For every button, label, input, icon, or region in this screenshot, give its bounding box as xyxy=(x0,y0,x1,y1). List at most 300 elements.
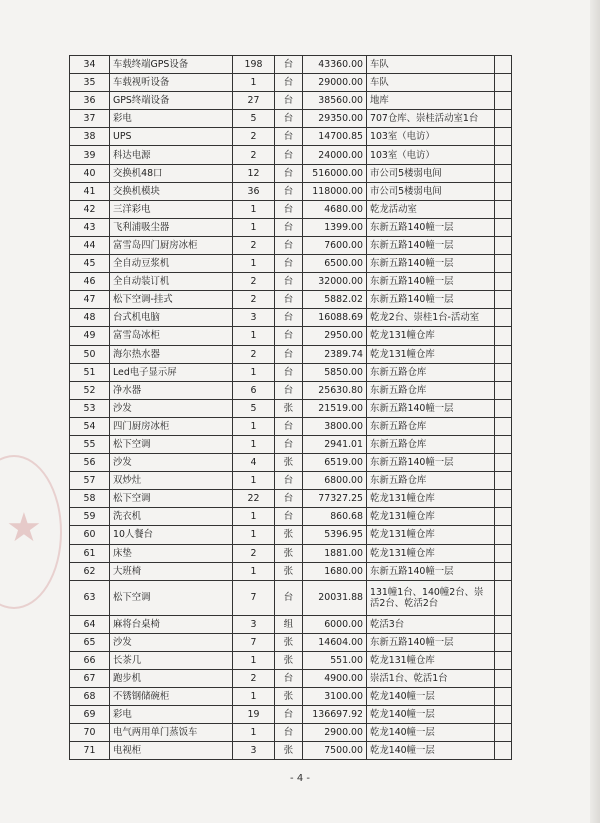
location-cell: 乾龙2台、崇桂1台-活动室 xyxy=(367,309,495,327)
amount-cell: 4680.00 xyxy=(303,200,367,218)
row-number-cell: 51 xyxy=(70,363,110,381)
location-cell: 乾龙140幢一层 xyxy=(367,688,495,706)
location-cell: 东新五路仓库 xyxy=(367,417,495,435)
table-row xyxy=(70,562,512,580)
table-row xyxy=(70,580,512,615)
asset-name-cell: 不锈钢储碗柜 xyxy=(110,688,233,706)
amount-cell: 6519.00 xyxy=(303,454,367,472)
unit-cell: 张 xyxy=(275,562,303,580)
note-cell xyxy=(495,472,512,490)
row-number-cell: 62 xyxy=(70,562,110,580)
row-number-cell: 36 xyxy=(70,92,110,110)
unit-cell: 台 xyxy=(275,706,303,724)
scan-edge xyxy=(590,0,600,823)
row-number-cell: 39 xyxy=(70,146,110,164)
note-cell xyxy=(495,74,512,92)
asset-name-cell: GPS终端设备 xyxy=(110,92,233,110)
unit-cell: 台 xyxy=(275,580,303,615)
asset-inventory-table xyxy=(69,55,512,760)
asset-name-cell: 10人餐台 xyxy=(110,526,233,544)
table-row xyxy=(70,236,512,254)
unit-cell: 台 xyxy=(275,309,303,327)
note-cell xyxy=(495,742,512,760)
quantity-cell: 3 xyxy=(233,615,275,633)
note-cell xyxy=(495,544,512,562)
location-cell: 车队 xyxy=(367,74,495,92)
location-cell: 车队 xyxy=(367,56,495,74)
unit-cell: 台 xyxy=(275,200,303,218)
quantity-cell: 1 xyxy=(233,200,275,218)
note-cell xyxy=(495,182,512,200)
note-cell xyxy=(495,110,512,128)
row-number-cell: 52 xyxy=(70,381,110,399)
note-cell xyxy=(495,128,512,146)
asset-name-cell: 全自动豆浆机 xyxy=(110,255,233,273)
row-number-cell: 35 xyxy=(70,74,110,92)
quantity-cell: 1 xyxy=(233,363,275,381)
amount-cell: 7600.00 xyxy=(303,236,367,254)
location-cell: 乾龙131幢仓库 xyxy=(367,327,495,345)
row-number-cell: 69 xyxy=(70,706,110,724)
table-row xyxy=(70,291,512,309)
quantity-cell: 7 xyxy=(233,633,275,651)
asset-name-cell: 双炒灶 xyxy=(110,472,233,490)
unit-cell: 台 xyxy=(275,490,303,508)
table-row xyxy=(70,74,512,92)
location-cell: 东新五路140幢一层 xyxy=(367,399,495,417)
row-number-cell: 41 xyxy=(70,182,110,200)
quantity-cell: 1 xyxy=(233,562,275,580)
location-cell: 103室（电访） xyxy=(367,146,495,164)
location-cell: 103室（电访） xyxy=(367,128,495,146)
amount-cell: 1680.00 xyxy=(303,562,367,580)
asset-name-cell: Led电子显示屏 xyxy=(110,363,233,381)
asset-name-cell: 车载视听设备 xyxy=(110,74,233,92)
asset-name-cell: 洗衣机 xyxy=(110,508,233,526)
table-row xyxy=(70,200,512,218)
row-number-cell: 49 xyxy=(70,327,110,345)
quantity-cell: 27 xyxy=(233,92,275,110)
amount-cell: 21519.00 xyxy=(303,399,367,417)
note-cell xyxy=(495,399,512,417)
row-number-cell: 58 xyxy=(70,490,110,508)
amount-cell: 2900.00 xyxy=(303,724,367,742)
location-cell: 东新五路140幢一层 xyxy=(367,291,495,309)
location-cell: 东新五路140幢一层 xyxy=(367,255,495,273)
asset-name-cell: 全自动装订机 xyxy=(110,273,233,291)
table-row xyxy=(70,327,512,345)
asset-name-cell: 彩电 xyxy=(110,110,233,128)
asset-name-cell: 科达电源 xyxy=(110,146,233,164)
row-number-cell: 50 xyxy=(70,345,110,363)
location-cell: 乾龙140幢一层 xyxy=(367,706,495,724)
amount-cell: 516000.00 xyxy=(303,164,367,182)
asset-name-cell: 净水器 xyxy=(110,381,233,399)
asset-name-cell: 三洋彩电 xyxy=(110,200,233,218)
amount-cell: 43360.00 xyxy=(303,56,367,74)
unit-cell: 台 xyxy=(275,273,303,291)
unit-cell: 张 xyxy=(275,688,303,706)
quantity-cell: 2 xyxy=(233,128,275,146)
quantity-cell: 1 xyxy=(233,508,275,526)
amount-cell: 32000.00 xyxy=(303,273,367,291)
amount-cell: 1881.00 xyxy=(303,544,367,562)
table-row xyxy=(70,454,512,472)
note-cell xyxy=(495,327,512,345)
table-row xyxy=(70,273,512,291)
location-cell: 地库 xyxy=(367,92,495,110)
note-cell xyxy=(495,508,512,526)
unit-cell: 台 xyxy=(275,164,303,182)
amount-cell: 4900.00 xyxy=(303,670,367,688)
amount-cell: 6000.00 xyxy=(303,615,367,633)
row-number-cell: 61 xyxy=(70,544,110,562)
quantity-cell: 2 xyxy=(233,291,275,309)
amount-cell: 136697.92 xyxy=(303,706,367,724)
amount-cell: 5396.95 xyxy=(303,526,367,544)
quantity-cell: 1 xyxy=(233,417,275,435)
quantity-cell: 1 xyxy=(233,526,275,544)
row-number-cell: 70 xyxy=(70,724,110,742)
location-cell: 东新五路仓库 xyxy=(367,472,495,490)
table-row xyxy=(70,345,512,363)
asset-name-cell: 沙发 xyxy=(110,454,233,472)
amount-cell: 2389.74 xyxy=(303,345,367,363)
asset-name-cell: 松下空调 xyxy=(110,580,233,615)
table-row xyxy=(70,56,512,74)
note-cell xyxy=(495,562,512,580)
amount-cell: 20031.88 xyxy=(303,580,367,615)
table-row xyxy=(70,688,512,706)
row-number-cell: 71 xyxy=(70,742,110,760)
asset-name-cell: 松下空调 xyxy=(110,490,233,508)
note-cell xyxy=(495,218,512,236)
table-row xyxy=(70,724,512,742)
asset-name-cell: 交换机48口 xyxy=(110,164,233,182)
quantity-cell: 1 xyxy=(233,327,275,345)
amount-cell: 3100.00 xyxy=(303,688,367,706)
table-row xyxy=(70,508,512,526)
amount-cell: 1399.00 xyxy=(303,218,367,236)
amount-cell: 2950.00 xyxy=(303,327,367,345)
table-row xyxy=(70,670,512,688)
row-number-cell: 38 xyxy=(70,128,110,146)
table-row xyxy=(70,472,512,490)
quantity-cell: 3 xyxy=(233,742,275,760)
table-row xyxy=(70,309,512,327)
location-cell: 东新五路140幢一层 xyxy=(367,236,495,254)
table-row xyxy=(70,651,512,669)
row-number-cell: 68 xyxy=(70,688,110,706)
note-cell xyxy=(495,146,512,164)
location-cell: 乾龙140幢一层 xyxy=(367,724,495,742)
unit-cell: 张 xyxy=(275,526,303,544)
row-number-cell: 55 xyxy=(70,435,110,453)
quantity-cell: 2 xyxy=(233,236,275,254)
table-row xyxy=(70,182,512,200)
row-number-cell: 64 xyxy=(70,615,110,633)
note-cell xyxy=(495,255,512,273)
row-number-cell: 40 xyxy=(70,164,110,182)
asset-name-cell: 飞利浦吸尘器 xyxy=(110,218,233,236)
table-row xyxy=(70,615,512,633)
table-row xyxy=(70,544,512,562)
amount-cell: 5850.00 xyxy=(303,363,367,381)
quantity-cell: 1 xyxy=(233,724,275,742)
asset-name-cell: 交换机模块 xyxy=(110,182,233,200)
asset-name-cell: 电视柜 xyxy=(110,742,233,760)
table-row xyxy=(70,363,512,381)
note-cell xyxy=(495,200,512,218)
note-cell xyxy=(495,236,512,254)
location-cell: 市公司5楼弱电间 xyxy=(367,164,495,182)
quantity-cell: 6 xyxy=(233,381,275,399)
amount-cell: 16088.69 xyxy=(303,309,367,327)
table-row xyxy=(70,164,512,182)
page-number: - 4 - xyxy=(290,773,310,784)
unit-cell: 台 xyxy=(275,255,303,273)
quantity-cell: 12 xyxy=(233,164,275,182)
note-cell xyxy=(495,580,512,615)
row-number-cell: 48 xyxy=(70,309,110,327)
row-number-cell: 66 xyxy=(70,651,110,669)
amount-cell: 14604.00 xyxy=(303,633,367,651)
row-number-cell: 65 xyxy=(70,633,110,651)
table-row xyxy=(70,490,512,508)
note-cell xyxy=(495,309,512,327)
quantity-cell: 1 xyxy=(233,255,275,273)
location-cell: 崇活1台、乾活1台 xyxy=(367,670,495,688)
unit-cell: 台 xyxy=(275,417,303,435)
asset-name-cell: 长茶几 xyxy=(110,651,233,669)
quantity-cell: 1 xyxy=(233,651,275,669)
asset-name-cell: 电气两用单门蒸饭车 xyxy=(110,724,233,742)
location-cell: 东新五路140幢一层 xyxy=(367,273,495,291)
unit-cell: 组 xyxy=(275,615,303,633)
location-cell: 乾龙活动室 xyxy=(367,200,495,218)
location-cell: 东新五路仓库 xyxy=(367,363,495,381)
row-number-cell: 47 xyxy=(70,291,110,309)
quantity-cell: 2 xyxy=(233,670,275,688)
red-seal-stamp xyxy=(0,455,62,609)
location-cell: 乾龙131幢仓库 xyxy=(367,345,495,363)
note-cell xyxy=(495,670,512,688)
table-row xyxy=(70,742,512,760)
note-cell xyxy=(495,56,512,74)
unit-cell: 台 xyxy=(275,508,303,526)
unit-cell: 台 xyxy=(275,381,303,399)
location-cell: 东新五路140幢一层 xyxy=(367,454,495,472)
quantity-cell: 4 xyxy=(233,454,275,472)
quantity-cell: 2 xyxy=(233,345,275,363)
amount-cell: 7500.00 xyxy=(303,742,367,760)
unit-cell: 台 xyxy=(275,218,303,236)
quantity-cell: 2 xyxy=(233,146,275,164)
note-cell xyxy=(495,688,512,706)
unit-cell: 台 xyxy=(275,724,303,742)
location-cell: 乾龙140幢一层 xyxy=(367,742,495,760)
quantity-cell: 1 xyxy=(233,435,275,453)
row-number-cell: 56 xyxy=(70,454,110,472)
unit-cell: 台 xyxy=(275,110,303,128)
row-number-cell: 37 xyxy=(70,110,110,128)
unit-cell: 台 xyxy=(275,128,303,146)
quantity-cell: 19 xyxy=(233,706,275,724)
location-cell: 乾龙131幢仓库 xyxy=(367,651,495,669)
note-cell xyxy=(495,526,512,544)
note-cell xyxy=(495,381,512,399)
asset-name-cell: 松下空调-挂式 xyxy=(110,291,233,309)
unit-cell: 台 xyxy=(275,327,303,345)
amount-cell: 3800.00 xyxy=(303,417,367,435)
table-row xyxy=(70,633,512,651)
unit-cell: 台 xyxy=(275,92,303,110)
unit-cell: 张 xyxy=(275,544,303,562)
asset-name-cell: 富雪岛四门厨房冰柜 xyxy=(110,236,233,254)
unit-cell: 台 xyxy=(275,363,303,381)
location-cell: 乾龙131幢仓库 xyxy=(367,508,495,526)
unit-cell: 台 xyxy=(275,146,303,164)
note-cell xyxy=(495,164,512,182)
amount-cell: 25630.80 xyxy=(303,381,367,399)
location-cell: 东新五路140幢一层 xyxy=(367,218,495,236)
note-cell xyxy=(495,345,512,363)
seal-star-icon: ★ xyxy=(6,505,42,551)
note-cell xyxy=(495,363,512,381)
location-cell: 东新五路140幢一层 xyxy=(367,562,495,580)
amount-cell: 29350.00 xyxy=(303,110,367,128)
amount-cell: 551.00 xyxy=(303,651,367,669)
quantity-cell: 198 xyxy=(233,56,275,74)
quantity-cell: 1 xyxy=(233,74,275,92)
unit-cell: 台 xyxy=(275,74,303,92)
unit-cell: 张 xyxy=(275,399,303,417)
table-row xyxy=(70,706,512,724)
row-number-cell: 57 xyxy=(70,472,110,490)
asset-name-cell: 床垫 xyxy=(110,544,233,562)
note-cell xyxy=(495,706,512,724)
location-cell: 东新五路仓库 xyxy=(367,435,495,453)
location-cell: 东新五路140幢一层 xyxy=(367,633,495,651)
row-number-cell: 46 xyxy=(70,273,110,291)
location-cell: 乾龙131幢仓库 xyxy=(367,544,495,562)
amount-cell: 5882.02 xyxy=(303,291,367,309)
quantity-cell: 1 xyxy=(233,472,275,490)
asset-name-cell: 四门厨房冰柜 xyxy=(110,417,233,435)
table-row xyxy=(70,146,512,164)
unit-cell: 台 xyxy=(275,56,303,74)
table-row xyxy=(70,218,512,236)
amount-cell: 14700.85 xyxy=(303,128,367,146)
row-number-cell: 34 xyxy=(70,56,110,74)
table-row xyxy=(70,435,512,453)
location-cell: 131幢1台、140幢2台、崇活2台、乾活2台 xyxy=(367,580,495,615)
asset-name-cell: UPS xyxy=(110,128,233,146)
unit-cell: 张 xyxy=(275,633,303,651)
table-row xyxy=(70,92,512,110)
row-number-cell: 44 xyxy=(70,236,110,254)
amount-cell: 2941.01 xyxy=(303,435,367,453)
table-row xyxy=(70,399,512,417)
quantity-cell: 5 xyxy=(233,399,275,417)
amount-cell: 6800.00 xyxy=(303,472,367,490)
note-cell xyxy=(495,92,512,110)
table-row xyxy=(70,526,512,544)
unit-cell: 张 xyxy=(275,651,303,669)
amount-cell: 38560.00 xyxy=(303,92,367,110)
note-cell xyxy=(495,615,512,633)
quantity-cell: 2 xyxy=(233,273,275,291)
location-cell: 707仓库、崇桂活动室1台 xyxy=(367,110,495,128)
row-number-cell: 54 xyxy=(70,417,110,435)
unit-cell: 张 xyxy=(275,454,303,472)
unit-cell: 台 xyxy=(275,182,303,200)
unit-cell: 张 xyxy=(275,742,303,760)
note-cell xyxy=(495,724,512,742)
asset-name-cell: 跑步机 xyxy=(110,670,233,688)
location-cell: 乾活3台 xyxy=(367,615,495,633)
quantity-cell: 2 xyxy=(233,544,275,562)
amount-cell: 118000.00 xyxy=(303,182,367,200)
asset-name-cell: 彩电 xyxy=(110,706,233,724)
table-row xyxy=(70,255,512,273)
note-cell xyxy=(495,633,512,651)
note-cell xyxy=(495,417,512,435)
quantity-cell: 5 xyxy=(233,110,275,128)
quantity-cell: 3 xyxy=(233,309,275,327)
note-cell xyxy=(495,435,512,453)
note-cell xyxy=(495,454,512,472)
table-row xyxy=(70,110,512,128)
unit-cell: 台 xyxy=(275,236,303,254)
unit-cell: 台 xyxy=(275,345,303,363)
amount-cell: 860.68 xyxy=(303,508,367,526)
asset-name-cell: 车载终端GPS设备 xyxy=(110,56,233,74)
asset-name-cell: 海尔热水器 xyxy=(110,345,233,363)
amount-cell: 29000.00 xyxy=(303,74,367,92)
note-cell xyxy=(495,291,512,309)
location-cell: 东新五路仓库 xyxy=(367,381,495,399)
amount-cell: 77327.25 xyxy=(303,490,367,508)
row-number-cell: 45 xyxy=(70,255,110,273)
unit-cell: 台 xyxy=(275,670,303,688)
asset-name-cell: 沙发 xyxy=(110,399,233,417)
note-cell xyxy=(495,273,512,291)
quantity-cell: 1 xyxy=(233,218,275,236)
asset-name-cell: 松下空调 xyxy=(110,435,233,453)
row-number-cell: 42 xyxy=(70,200,110,218)
asset-name-cell: 富雪岛冰柜 xyxy=(110,327,233,345)
unit-cell: 台 xyxy=(275,435,303,453)
quantity-cell: 36 xyxy=(233,182,275,200)
table-row xyxy=(70,128,512,146)
row-number-cell: 53 xyxy=(70,399,110,417)
asset-name-cell: 麻将台桌椅 xyxy=(110,615,233,633)
asset-name-cell: 台式机电脑 xyxy=(110,309,233,327)
amount-cell: 6500.00 xyxy=(303,255,367,273)
row-number-cell: 59 xyxy=(70,508,110,526)
quantity-cell: 1 xyxy=(233,688,275,706)
quantity-cell: 22 xyxy=(233,490,275,508)
unit-cell: 台 xyxy=(275,472,303,490)
row-number-cell: 43 xyxy=(70,218,110,236)
row-number-cell: 67 xyxy=(70,670,110,688)
quantity-cell: 7 xyxy=(233,580,275,615)
note-cell xyxy=(495,490,512,508)
unit-cell: 台 xyxy=(275,291,303,309)
row-number-cell: 60 xyxy=(70,526,110,544)
table-row xyxy=(70,417,512,435)
